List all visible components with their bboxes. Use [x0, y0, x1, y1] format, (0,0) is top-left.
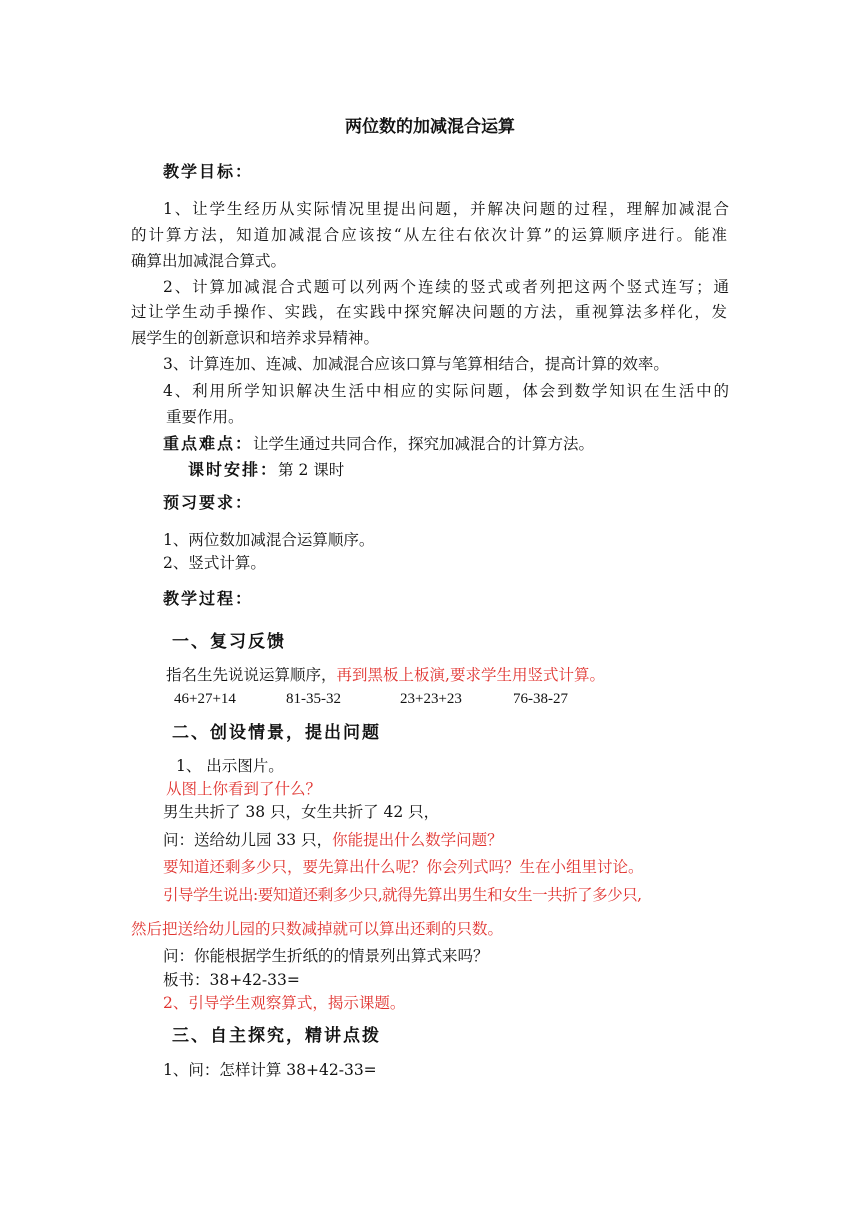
- expression-4: 76-38-27: [513, 691, 568, 707]
- section-3-item-1: 1、问：怎样计算 38+42-33=: [163, 1061, 377, 1079]
- section-2-board: 板书：38+42-33=: [163, 971, 300, 989]
- process-heading: 教学过程：: [163, 589, 254, 608]
- preview-heading: 预习要求：: [163, 493, 254, 512]
- objective-1-line-2: 的计算方法，知道加减混合应该按“从左往右依次计算”的运算顺序进行。能准: [131, 226, 727, 244]
- section-2-question-2: 问：你能根据学生折纸的的情景列出算式来吗？: [163, 947, 489, 965]
- section-2-item-1: 1、 出示图片。: [176, 757, 284, 775]
- review-expressions: [174, 688, 568, 710]
- objective-1-line-3: 确算出加减混合算式。: [131, 252, 287, 270]
- section-2-question-1: 从图上你看到了什么？: [166, 780, 322, 798]
- document-title: 两位数的加减混合运算: [345, 117, 515, 137]
- section-2-ask-red: 你能提出什么数学问题？: [332, 831, 503, 849]
- objectives-heading: 教学目标：: [163, 162, 254, 181]
- key-points: [163, 433, 594, 455]
- section-2-heading: 二、创设情景，提出问题: [172, 723, 381, 743]
- key-points-label: 重点难点：: [163, 434, 254, 453]
- objective-3-line-1: 3、计算连加、连减、加减混合应该口算与笔算相结合，提高计算的效率。: [163, 355, 669, 373]
- objective-2-line-1: 2、计算加减混合式题可以列两个连续的竖式或者列把这两个竖式连写；通: [163, 278, 729, 296]
- key-points-text: 让学生通过共同合作，探究加减混合的计算方法。: [253, 435, 595, 453]
- expression-1: 46+27+14: [174, 691, 236, 707]
- schedule-label: 课时安排：: [188, 460, 279, 479]
- section-2-fact: 男生共折了 38 只，女生共折了 42 只，: [163, 803, 440, 821]
- section-3-heading: 三、自主探究，精讲点拨: [172, 1026, 381, 1046]
- section-1-intro-black: 指名生先说说运算顺序，: [166, 666, 337, 684]
- section-2-guide-line-2: 然后把送给幼儿园的只数减掉就可以算出还剩的只数。: [131, 920, 504, 938]
- section-1-intro: [166, 664, 605, 686]
- preview-item-1: 1、两位数加减混合运算顺序。: [163, 531, 375, 549]
- schedule: [188, 459, 344, 481]
- expression-2: 81-35-32: [286, 691, 341, 707]
- section-2-guide-line-1: 引导学生说出:要知道还剩多少只,就得先算出男生和女生一共折了多少只,: [163, 886, 642, 904]
- expression-3: 23+23+23: [400, 691, 462, 707]
- objective-2-line-3: 展学生的创新意识和培养求异精神。: [131, 329, 380, 347]
- schedule-text: 第 2 课时: [278, 461, 345, 479]
- section-2-ask: [163, 829, 503, 851]
- objective-2-line-2: 过让学生动手操作、实践，在实践中探究解决问题的方法，重视算法多样化，发: [131, 303, 727, 321]
- objective-4-line-1: 4、利用所学知识解决生活中相应的实际问题，体会到数学知识在生活中的: [163, 382, 729, 400]
- section-1-intro-red: 再到黑板上板演,要求学生用竖式计算。: [336, 666, 605, 684]
- objective-4-line-2: 重要作用。: [166, 408, 244, 426]
- preview-item-2: 2、竖式计算。: [163, 554, 266, 572]
- section-1-heading: 一、复习反馈: [172, 632, 286, 652]
- section-2-discuss: 要知道还剩多少只，要先算出什么呢？你会列式吗？生在小组里讨论。: [163, 858, 644, 876]
- objective-1-line-1: 1、让学生经历从实际情况里提出问题，并解决问题的过程，理解加减混合: [163, 200, 729, 218]
- section-2-ask-black: 问：送给幼儿园 33 只，: [163, 831, 333, 849]
- section-2-item-2: 2、引导学生观察算式，揭示课题。: [163, 994, 406, 1012]
